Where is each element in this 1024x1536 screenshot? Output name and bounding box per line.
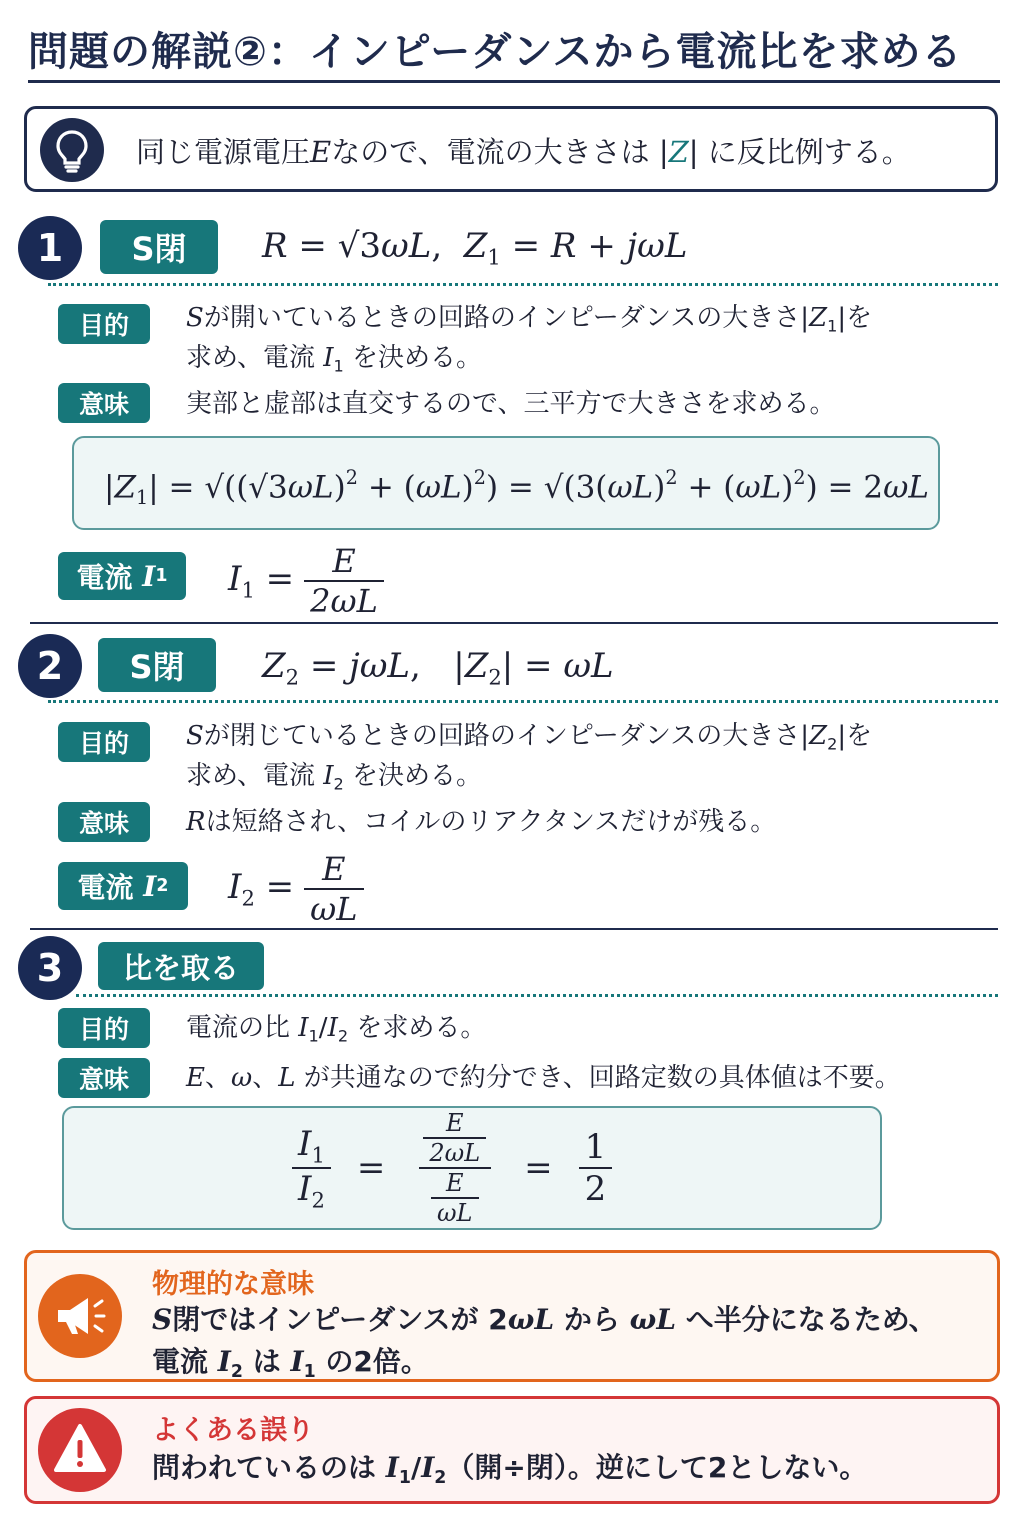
step3-ratio-formula: $\frac{I_1}{I_2}$ = $\frac{\frac{E}{2\omega L}}{\frac{E}{\omega L}}$ = $\frac{1}{2}$ <box>292 1108 612 1228</box>
step2-current-tag: 電流 I 2 <box>58 862 188 910</box>
step1-purpose-line1: Sが開いているときの回路のインピーダンスの大きさ$|Z_1|$を <box>186 303 873 336</box>
step2-meaning-tag: 意味 <box>58 802 150 842</box>
step3-number-badge: 3 <box>18 936 82 1000</box>
warning-icon <box>38 1408 122 1492</box>
step2-section-divider <box>30 928 998 930</box>
step3-meaning-text: E、ω、L が共通なので約分でき、回路定数の具体値は不要。 <box>186 1063 901 1093</box>
physics-meaning-line1: S閉ではインピーダンスが 2ωL から ωL へ半分になるため、 <box>152 1303 937 1336</box>
step3-meaning-tag: 意味 <box>58 1058 150 1098</box>
step2-purpose-line1: Sが閉じているときの回路のインピーダンスの大きさ$|Z_2|$を <box>186 721 873 754</box>
step1-purpose-line2: 求め、電流 $I_1$ を決める。 <box>186 343 483 376</box>
step3-purpose-tag: 目的 <box>58 1008 150 1048</box>
step2-purpose-tag: 目的 <box>58 722 150 762</box>
step1-derivation: $|Z_1| = √((√3\omega L)^2 + (\omega L)^2) = √(3(\omega L)^2 + (\omega L)^2) = 2\omega L$ <box>104 466 929 510</box>
step2-tag: S閉 <box>98 638 216 692</box>
step2-purpose-line2: 求め、電流 $I_2$ を決める。 <box>186 761 483 794</box>
step2-meaning-text: Rは短絡され、コイルのリアクタンスだけが残る。 <box>186 807 777 837</box>
step1-tag: S閉 <box>100 220 218 274</box>
page-title: 問題の解説②：インピーダンスから電流比を求める <box>28 29 963 75</box>
step2-current-formula: $I_2$ = $\frac{E}{\omega L}$ <box>228 850 364 928</box>
step1-divider <box>48 283 998 286</box>
step2-number-badge: 2 <box>18 634 82 698</box>
step1-purpose-tag: 目的 <box>58 304 150 344</box>
step1-number-badge: 1 <box>18 216 82 280</box>
key-point-text: 同じ電源電圧Eなので、電流の大きさは |Z| に反比例する。 <box>136 135 911 169</box>
step1-formula: R = √3ωL, $Z_1 = R + j\omega L$ <box>262 226 688 270</box>
physics-meaning-title: 物理的な意味 <box>152 1269 314 1300</box>
step1-meaning-tag: 意味 <box>58 383 150 423</box>
common-mistake-title: よくある誤り <box>152 1415 314 1446</box>
step3-purpose-text: 電流の比 $I_1/I_2$ を求める。 <box>186 1013 487 1046</box>
step2-formula: $Z_2 = j\omega L$, $|Z_2| = \omega L$ <box>262 646 614 690</box>
step3-tag: 比を取る <box>98 942 264 990</box>
megaphone-icon <box>38 1274 122 1358</box>
lightbulb-icon <box>40 118 104 182</box>
step1-current-tag: 電流 I 1 <box>58 552 186 600</box>
step1-current-formula: $I_1$ = $\frac{E}{2\omega L}$ <box>228 542 384 620</box>
step2-divider <box>48 700 998 703</box>
step1-meaning-text: 実部と虚部は直交するので、三平方で大きさを求める。 <box>186 389 836 419</box>
physics-meaning-line2: 電流 $I_2$ は $I_1$ の2倍。 <box>152 1345 429 1383</box>
common-mistake-text: 問われているのは $I_1/I_2$（開÷閉）。逆にして2としない。 <box>152 1451 868 1489</box>
step3-divider <box>76 994 998 997</box>
title-divider <box>28 80 1000 83</box>
step1-section-divider <box>30 622 998 624</box>
